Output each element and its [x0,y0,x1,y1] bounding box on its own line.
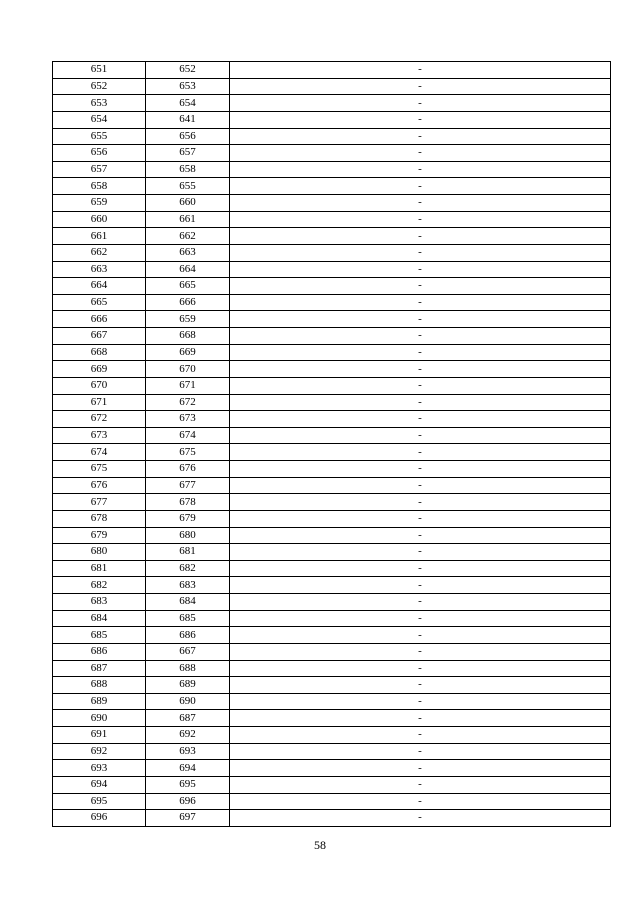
table-cell-from: 658 [53,178,146,195]
table-cell-to: 686 [146,627,230,644]
table-cell-value: - [230,178,611,195]
table-cell-value: - [230,594,611,611]
table-row [53,161,611,178]
table-cell-to: 660 [146,195,230,212]
table-cell-value: - [230,211,611,228]
table-cell-to: 652 [146,62,230,79]
table-cell-to: 669 [146,344,230,361]
table-cell-value: - [230,62,611,79]
table-cell-value: - [230,128,611,145]
table-cell-value: - [230,111,611,128]
table-cell-to: 684 [146,594,230,611]
table-cell-from: 674 [53,444,146,461]
table-cell-from: 668 [53,344,146,361]
table-cell-to: 664 [146,261,230,278]
table-row [53,111,611,128]
table-cell-from: 670 [53,377,146,394]
table-row [53,278,611,295]
table-cell-to: 694 [146,760,230,777]
table-cell-to: 654 [146,95,230,112]
table-cell-to: 690 [146,693,230,710]
table-cell-to: 665 [146,278,230,295]
table-row [53,411,611,428]
table-row [53,427,611,444]
table-cell-from: 688 [53,677,146,694]
table-row [53,793,611,810]
table-cell-value: - [230,527,611,544]
table-cell-value: - [230,195,611,212]
table-cell-from: 690 [53,710,146,727]
table-cell-from: 681 [53,560,146,577]
table-cell-from: 653 [53,95,146,112]
table-cell-from: 678 [53,510,146,527]
table-cell-from: 660 [53,211,146,228]
table-row [53,710,611,727]
table-cell-from: 651 [53,62,146,79]
table-cell-value: - [230,693,611,710]
table-cell-to: 681 [146,544,230,561]
table-cell-from: 682 [53,577,146,594]
table-cell-value: - [230,377,611,394]
table-cell-value: - [230,810,611,827]
table-row [53,610,611,627]
table-cell-to: 667 [146,643,230,660]
table-cell-value: - [230,361,611,378]
table-cell-value: - [230,627,611,644]
table-row [53,377,611,394]
table-cell-to: 666 [146,294,230,311]
table-row [53,128,611,145]
table-cell-from: 667 [53,328,146,345]
table-cell-from: 662 [53,244,146,261]
table-cell-value: - [230,228,611,245]
table-cell-value: - [230,477,611,494]
table-row [53,693,611,710]
table-cell-from: 680 [53,544,146,561]
table-cell-to: 677 [146,477,230,494]
table-cell-from: 659 [53,195,146,212]
table-cell-from: 673 [53,427,146,444]
table-row [53,776,611,793]
table-row [53,560,611,577]
table-cell-from: 685 [53,627,146,644]
table-cell-from: 683 [53,594,146,611]
table-row [53,510,611,527]
table-row [53,261,611,278]
table-cell-to: 655 [146,178,230,195]
table-row [53,494,611,511]
table-row [53,643,611,660]
table-cell-to: 693 [146,743,230,760]
table-cell-to: 657 [146,145,230,162]
table-cell-value: - [230,161,611,178]
table-cell-to: 675 [146,444,230,461]
table-cell-from: 663 [53,261,146,278]
table-cell-value: - [230,793,611,810]
table-cell-to: 659 [146,311,230,328]
table-cell-from: 694 [53,776,146,793]
table-cell-value: - [230,760,611,777]
table-cell-value: - [230,294,611,311]
table-cell-from: 692 [53,743,146,760]
table-cell-to: 685 [146,610,230,627]
table-row [53,394,611,411]
table-cell-value: - [230,344,611,361]
table-cell-from: 696 [53,810,146,827]
table-row [53,627,611,644]
table-cell-from: 687 [53,660,146,677]
table-cell-value: - [230,776,611,793]
table-cell-from: 676 [53,477,146,494]
table-cell-from: 691 [53,727,146,744]
table-cell-to: 668 [146,328,230,345]
table-cell-value: - [230,278,611,295]
table-cell-to: 688 [146,660,230,677]
table-row [53,328,611,345]
table-row [53,95,611,112]
table-row [53,760,611,777]
table-cell-value: - [230,510,611,527]
table-row [53,145,611,162]
table-row [53,361,611,378]
table-cell-value: - [230,660,611,677]
table-cell-to: 663 [146,244,230,261]
table-row [53,810,611,827]
table-cell-to: 672 [146,394,230,411]
table-row [53,660,611,677]
table-cell-from: 675 [53,461,146,478]
table-cell-to: 671 [146,377,230,394]
table-cell-to: 676 [146,461,230,478]
table-cell-value: - [230,727,611,744]
table-cell-value: - [230,743,611,760]
table-row [53,228,611,245]
table-row [53,461,611,478]
table-cell-from: 669 [53,361,146,378]
table-cell-to: 682 [146,560,230,577]
table-row [53,677,611,694]
table-cell-to: 683 [146,577,230,594]
table-cell-from: 671 [53,394,146,411]
table-cell-to: 661 [146,211,230,228]
table-cell-value: - [230,244,611,261]
table-cell-value: - [230,411,611,428]
table-cell-value: - [230,394,611,411]
table-row [53,178,611,195]
table-row [53,527,611,544]
table-row [53,594,611,611]
table-row [53,294,611,311]
table-cell-value: - [230,710,611,727]
table-cell-from: 664 [53,278,146,295]
table-cell-from: 679 [53,527,146,544]
table-cell-from: 665 [53,294,146,311]
table-cell-value: - [230,544,611,561]
table-cell-value: - [230,560,611,577]
table-row [53,244,611,261]
data-table [52,61,611,827]
table-cell-from: 657 [53,161,146,178]
table-cell-value: - [230,145,611,162]
table-cell-value: - [230,328,611,345]
table-cell-to: 696 [146,793,230,810]
table-row [53,444,611,461]
table-cell-to: 689 [146,677,230,694]
table-cell-from: 684 [53,610,146,627]
table-cell-value: - [230,643,611,660]
table-cell-to: 687 [146,710,230,727]
table-cell-to: 656 [146,128,230,145]
table-cell-value: - [230,78,611,95]
table-cell-to: 679 [146,510,230,527]
table-cell-to: 680 [146,527,230,544]
table-cell-from: 695 [53,793,146,810]
table-cell-value: - [230,261,611,278]
table-cell-to: 678 [146,494,230,511]
table-cell-from: 666 [53,311,146,328]
table-cell-from: 656 [53,145,146,162]
table-cell-from: 661 [53,228,146,245]
table-cell-to: 670 [146,361,230,378]
table-cell-to: 658 [146,161,230,178]
table-cell-from: 677 [53,494,146,511]
table-cell-from: 655 [53,128,146,145]
table-row [53,544,611,561]
table-cell-value: - [230,677,611,694]
table-cell-to: 697 [146,810,230,827]
table-cell-value: - [230,311,611,328]
table-row [53,211,611,228]
table-cell-to: 695 [146,776,230,793]
table-cell-from: 654 [53,111,146,128]
table-cell-from: 693 [53,760,146,777]
table-cell-to: 674 [146,427,230,444]
table-cell-to: 692 [146,727,230,744]
table-row [53,344,611,361]
table-body [53,62,611,827]
page-number: 58 [314,838,326,852]
table-cell-to: 673 [146,411,230,428]
table-row [53,577,611,594]
table-cell-from: 652 [53,78,146,95]
table-row [53,477,611,494]
table-cell-from: 689 [53,693,146,710]
table-cell-value: - [230,610,611,627]
table-cell-to: 662 [146,228,230,245]
table-cell-value: - [230,427,611,444]
table-cell-value: - [230,577,611,594]
table-row [53,743,611,760]
table-row [53,195,611,212]
table-cell-to: 641 [146,111,230,128]
table-cell-from: 686 [53,643,146,660]
table-cell-to: 653 [146,78,230,95]
table-cell-value: - [230,461,611,478]
table-cell-value: - [230,494,611,511]
table-cell-value: - [230,444,611,461]
table-row [53,78,611,95]
table-cell-from: 672 [53,411,146,428]
table-row [53,62,611,79]
table-row [53,727,611,744]
table-cell-value: - [230,95,611,112]
table-row [53,311,611,328]
